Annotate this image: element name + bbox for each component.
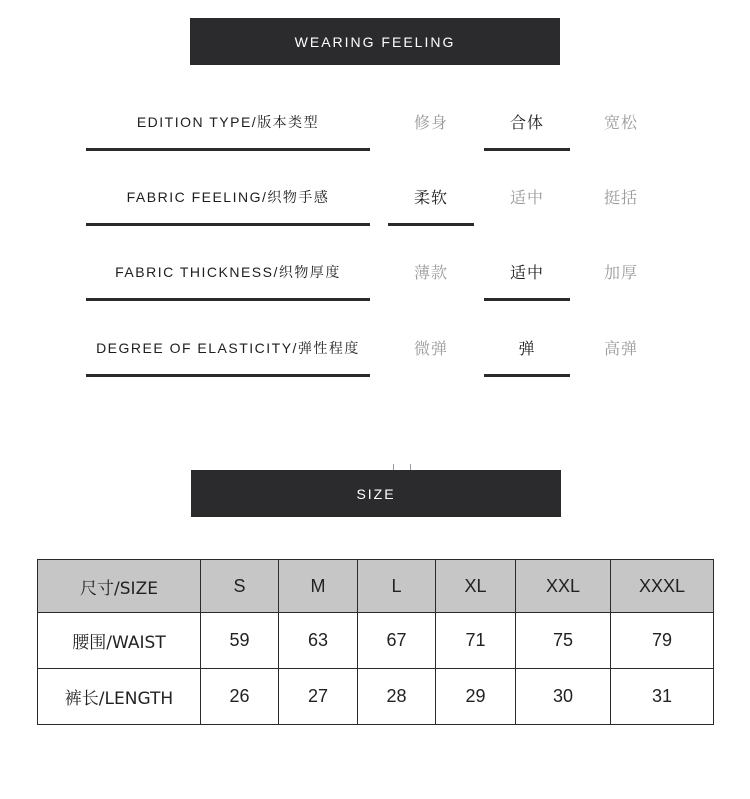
table-cell: 71 [436,613,516,669]
table-cell: 29 [436,669,516,725]
feeling-option: 加厚 [603,263,638,282]
feeling-option: 薄款 [413,263,448,282]
table-cell: 31 [611,669,714,725]
feeling-row-label [86,170,370,226]
table-cell: 67 [358,613,436,669]
feeling-label-en: FABRIC FEELING/ [126,188,268,205]
feeling-option-selected: 弹 [484,321,570,377]
feeling-label-cn: 织物厚度 [278,264,341,281]
table-cell: 27 [279,669,358,725]
table-cell: 28 [358,669,436,725]
size-title: SIZE [356,485,396,502]
size-column-header: XXXL [611,560,714,613]
table-cell: 79 [611,613,714,669]
feeling-row [86,321,656,377]
table-cell: 26 [201,669,279,725]
table-row [38,613,714,669]
table-cell: 59 [201,613,279,669]
size-column-header: XXL [516,560,611,613]
feeling-option: 高弹 [603,339,638,358]
size-column-header: XL [436,560,516,613]
size-header-row [38,560,714,613]
feeling-option: 微弹 [413,339,448,358]
size-column-header: S [201,560,279,613]
table-row [38,669,714,725]
wearing-feeling-title: WEARING FEELING [294,33,456,50]
feeling-option: 适中 [509,188,544,207]
feeling-row [86,245,656,301]
size-corner-cell: 尺寸/SIZE [38,560,201,613]
feeling-row [86,170,656,226]
table-cell: 63 [279,613,358,669]
feeling-option-selected: 适中 [484,245,570,301]
feeling-row-label [86,321,370,377]
feeling-row [86,95,656,151]
feeling-option: 修身 [413,113,448,132]
table-cell: 30 [516,669,611,725]
feeling-label-en: DEGREE OF ELASTICITY/ [96,339,298,356]
size-column-header: M [279,560,358,613]
feeling-label-cn: 版本类型 [257,114,320,131]
feeling-option: 宽松 [603,113,638,132]
wearing-feeling-banner [190,18,560,65]
size-banner [191,470,561,517]
feeling-label-en: FABRIC THICKNESS/ [115,263,279,280]
feeling-label-cn: 织物手感 [267,189,330,206]
feeling-label-en: EDITION TYPE/ [136,113,258,130]
feeling-option-selected: 合体 [484,95,570,151]
feeling-label-cn: 弹性程度 [297,340,360,357]
feeling-row-label [86,245,370,301]
feeling-option: 挺括 [603,188,638,207]
row-label: 腰围/WAIST [38,613,201,669]
table-cell: 75 [516,613,611,669]
row-label: 裤长/LENGTH [38,669,201,725]
feeling-option-selected: 柔软 [388,170,474,226]
size-column-header: L [358,560,436,613]
feeling-row-label [86,95,370,151]
size-table [37,559,714,725]
